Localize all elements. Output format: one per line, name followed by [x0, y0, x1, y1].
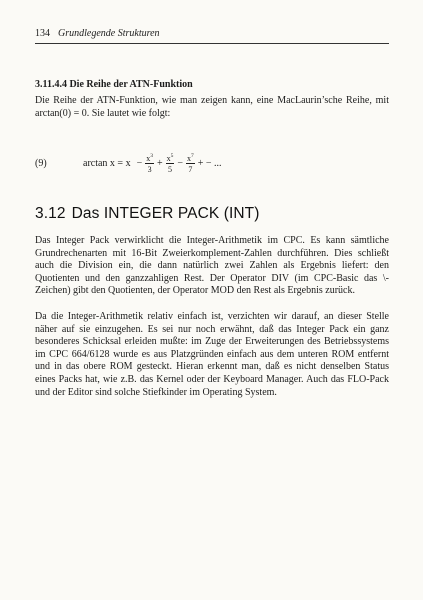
section-heading	[35, 205, 260, 223]
formula-fraction	[186, 152, 195, 174]
fraction-denominator: 7	[188, 165, 193, 174]
fraction-exponent: 3	[150, 153, 153, 159]
formula-row	[35, 152, 389, 178]
running-head-title: Grundlegende Strukturen	[58, 28, 160, 39]
section-number: 3.12	[35, 205, 66, 222]
running-head	[35, 28, 389, 44]
subsection-number: 3.11.4.4	[35, 79, 67, 90]
fraction-numerator: x	[187, 154, 191, 163]
fraction-exponent: 5	[170, 153, 174, 159]
formula-sign: +	[156, 157, 163, 169]
subsection-heading	[35, 79, 193, 91]
formula-sign: −	[136, 157, 143, 169]
fraction-numerator: x	[166, 154, 171, 163]
formula-number: (9)	[35, 158, 47, 169]
fraction-exponent: 7	[191, 153, 194, 159]
formula-fraction	[145, 152, 154, 174]
body-paragraph: Das Integer Pack verwirklicht die Integer-Arithmetik im CPC. Es kann sämtliche Grundrechenarten mit 16-Bit Zweierkomplement-Zahlen durchführen. Dies schließt auch die Division ein, die dann natürlich zwei Zahlen als Ergebnis liefert: den Quotienten und den ganzzahligen Rest. Der Operator DIV (im CPC-Basic das \-Zeichen) gibt den Quotienten, der Operator MOD den Rest als Ergebnis zurück.	[35, 235, 389, 297]
subsection-intro: Die Reihe der ATN-Funktion, wie man zeigen kann, eine MacLaurin’sche Reihe, mit arctan(0) = 0. Sie lautet wie folgt:	[35, 95, 389, 119]
formula-sign: −	[177, 157, 183, 169]
page-number: 134	[35, 28, 50, 39]
fraction-denominator: 5	[167, 165, 172, 174]
formula-lhs: arctan x = x	[83, 157, 131, 169]
fraction-denominator: 3	[147, 165, 152, 174]
section-title: Das INTEGER PACK (INT)	[71, 205, 260, 222]
body-paragraph: Da die Integer-Arithmetik relativ einfach ist, verzichten wir darauf, an dieser Stelle näher auf sie einzugehen. Es sei nur noch erwähnt, daß das Integer Pack ein ganz besonderes Schicksal erleiden mußte: im Zuge der Erweiterungen des Betriebssystems im CPC 664/6128 wurde es aus Platzgründen einfach aus dem unteren ROM entfernt und in das obere ROM gesteckt. Hieran erkennt man, daß es nicht denselben Status eines Packs hat, wie z.B. das Kernel oder der Keyboard Manager. Auch das FLO-Pack und der Editor sind solche Stiefkinder im Operating System.	[35, 311, 389, 398]
arctan-series-formula	[83, 152, 224, 174]
formula-tail: + − ...	[197, 157, 222, 169]
formula-fraction	[166, 152, 175, 174]
subsection-title: Die Reihe der ATN-Funktion	[69, 79, 193, 90]
fraction-numerator: x	[146, 154, 151, 163]
